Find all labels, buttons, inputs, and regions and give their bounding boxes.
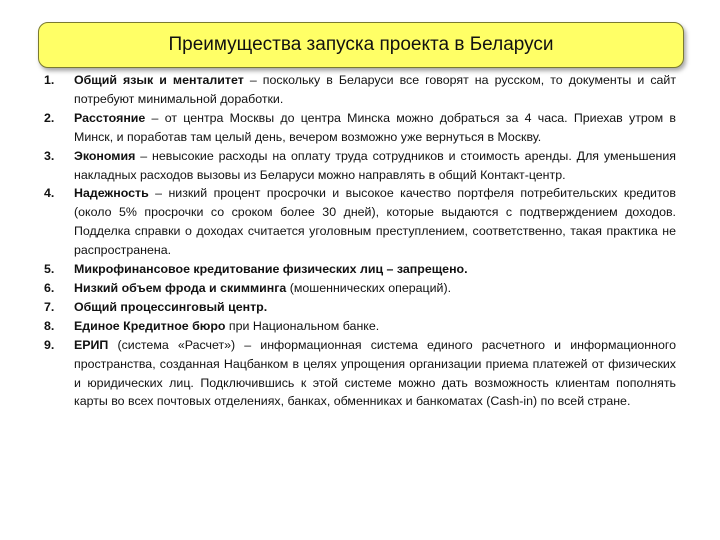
list-item [44, 317, 676, 336]
item-number: 7. [44, 299, 55, 314]
item-body [74, 298, 676, 317]
list-item [44, 147, 676, 185]
item-text: при Национальном банке. [225, 318, 380, 333]
list-item [44, 279, 676, 298]
item-number: 2. [44, 110, 55, 125]
item-heading: Надежность [74, 186, 149, 201]
item-body [74, 317, 676, 336]
slide-title-box [38, 22, 684, 68]
slide-title: Преимущества запуска проекта в Беларуси [168, 34, 554, 55]
item-text: – поскольку в Беларуси все говорят на русском, то документы и сайт потребуют минимальной доработки. [74, 73, 676, 106]
item-body [74, 71, 676, 109]
item-heading: Микрофинансовое кредитование физических лиц – запрещено. [74, 262, 468, 277]
item-heading: Расстояние [74, 110, 146, 125]
item-number: 9. [44, 337, 55, 352]
item-number: 5. [44, 262, 55, 277]
item-heading: Общий язык и менталитет [74, 73, 244, 87]
item-text: – низкий процент просрочки и высокое качество портфеля потребительских кредитов (около 5% просрочки со сроком более 30 дней), которые выдаются с подтверждением доходов. Подделка справки о доходах считается уголовным преступлением, соответственно, такая практика не распространена. [74, 186, 676, 258]
item-number: 3. [44, 148, 55, 163]
list-item [44, 298, 676, 317]
item-body [74, 109, 676, 147]
item-number: 8. [44, 318, 55, 333]
item-heading: ЕРИП [74, 337, 109, 352]
item-number: 6. [44, 280, 55, 295]
item-body [74, 260, 676, 279]
item-heading: Единое Кредитное бюро [74, 318, 226, 333]
list-item [44, 260, 676, 279]
list-item [44, 71, 676, 109]
item-text: (мошеннических операций). [286, 280, 452, 295]
item-number: 1. [44, 73, 55, 87]
item-heading: Экономия [74, 148, 136, 163]
item-body [74, 279, 676, 298]
item-heading: Общий процессинговый центр. [74, 299, 268, 314]
advantages-list [44, 71, 676, 411]
item-body [74, 336, 676, 412]
item-body [74, 147, 676, 185]
item-number: 4. [44, 186, 55, 201]
list-item [44, 109, 676, 147]
item-text: – невысокие расходы на оплату труда сотрудников и стоимость аренды. Для уменьшения накладных расходов вызовы из Беларуси можно направлять в общий Контакт-центр. [74, 148, 676, 182]
list-item [44, 336, 676, 412]
item-text: (система «Расчет») – информационная система единого расчетного и информационного пространства, созданная Нацбанком в целях упрощения организации приема платежей от физических и юридических лиц. Подключившись к этой системе можно дать возможность клиентам пополнять карты во всех почтовых отделениях, банках, обменниках и банкоматах (Cash-in) по всей стране. [74, 337, 676, 409]
item-heading: Низкий объем фрода и скимминга [74, 280, 287, 295]
item-body [74, 184, 676, 260]
item-text: – от центра Москвы до центра Минска можно добраться за 4 часа. Приехав утром в Минск, и поработав там целый день, вечером возможно уже вернуться в Москву. [74, 110, 676, 144]
list-item [44, 184, 676, 260]
